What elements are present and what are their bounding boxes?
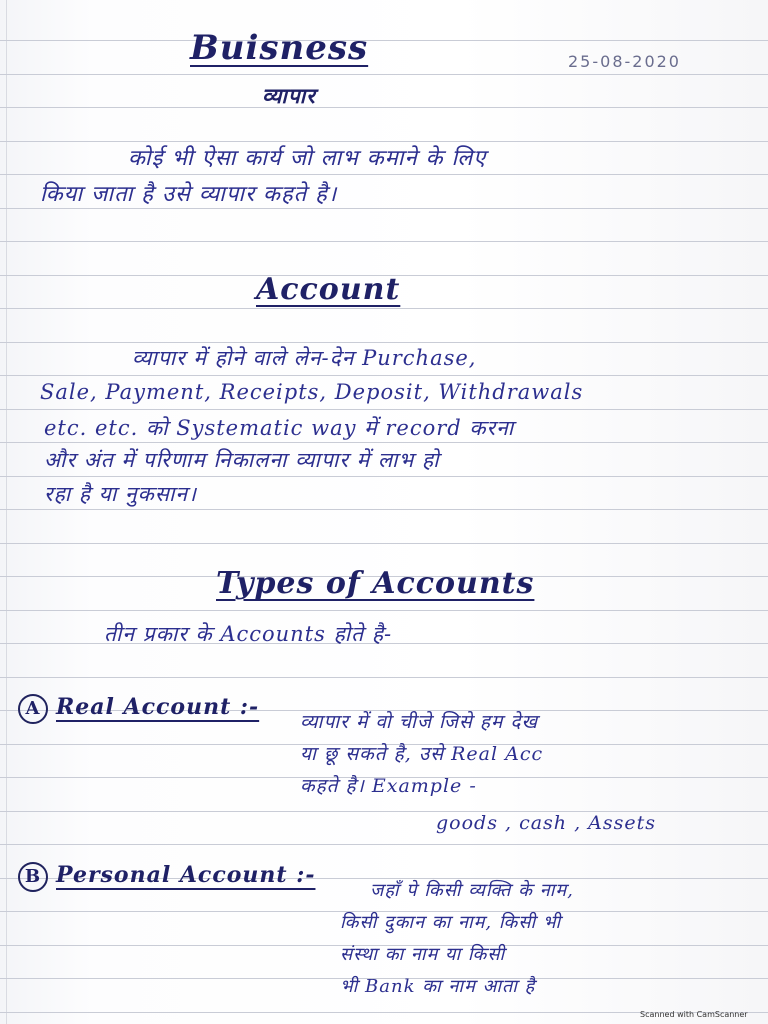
account-def-line-2: Sale, Payment, Receipts, Deposit, Withdrawals: [40, 380, 584, 404]
types-intro: तीन प्रकार के Accounts होते है-: [104, 622, 393, 646]
ruled-line: [0, 844, 768, 845]
ruled-line: [0, 74, 768, 75]
title: Buisness: [190, 28, 369, 68]
marker-b: B: [18, 862, 48, 892]
personal-account-label: [18, 862, 315, 892]
ruled-line: [0, 241, 768, 242]
marker-a: A: [18, 694, 48, 724]
page-date: 25-08-2020: [568, 52, 681, 71]
ruled-line: [0, 107, 768, 108]
ruled-line: [0, 543, 768, 544]
scanner-watermark: Scanned with CamScanner: [640, 1010, 748, 1019]
real-line-4: goods , cash , Assets: [436, 812, 656, 834]
ruled-line: [0, 442, 768, 443]
ruled-line: [0, 509, 768, 510]
real-account-label: [18, 694, 259, 724]
personal-line-4: भी Bank का नाम आता है: [340, 976, 536, 997]
personal-line-3: संस्था का नाम या किसी: [340, 944, 506, 965]
ruled-line: [0, 610, 768, 611]
personal-line-1: जहाँ पे किसी व्यक्ति के नाम,: [370, 880, 574, 901]
real-line-2: या छू सकते है, उसे Real Acc: [300, 743, 544, 765]
personal-account-title: Personal Account :-: [56, 862, 316, 888]
ruled-line: [0, 208, 768, 209]
title-hindi: व्यापार: [262, 83, 316, 108]
margin-line: [6, 0, 7, 1024]
ruled-line: [0, 409, 768, 410]
ruled-line: [0, 375, 768, 376]
real-line-3: कहते है। Example -: [300, 775, 477, 797]
ruled-line: [0, 677, 768, 678]
ruled-line: [0, 476, 768, 477]
account-heading: Account: [256, 272, 401, 307]
account-def-line-5: रहा है या नुकसान।: [44, 482, 198, 506]
account-def-line-3: etc. etc. को Systematic way में record करना: [44, 416, 515, 440]
ruled-line: [0, 40, 768, 41]
ruled-line: [0, 308, 768, 309]
account-def-line-4: और अंत में परिणाम निकालना व्यापार में लाभ हो: [44, 448, 440, 472]
types-heading: Types of Accounts: [216, 566, 535, 601]
account-def-line-1: व्यापार में होने वाले लेन-देन Purchase,: [132, 346, 477, 370]
real-account-title: Real Account :-: [56, 694, 260, 720]
ruled-line: [0, 342, 768, 343]
business-def-line-2: किया जाता है उसे व्यापार कहते है।: [40, 182, 338, 207]
business-def-line-1: कोई भी ऐसा कार्य जो लाभ कमाने के लिए: [128, 146, 487, 171]
personal-line-2: किसी दुकान का नाम, किसी भी: [340, 912, 562, 933]
ruled-line: [0, 174, 768, 175]
real-line-1: व्यापार में वो चीजे जिसे हम देख: [300, 711, 539, 733]
